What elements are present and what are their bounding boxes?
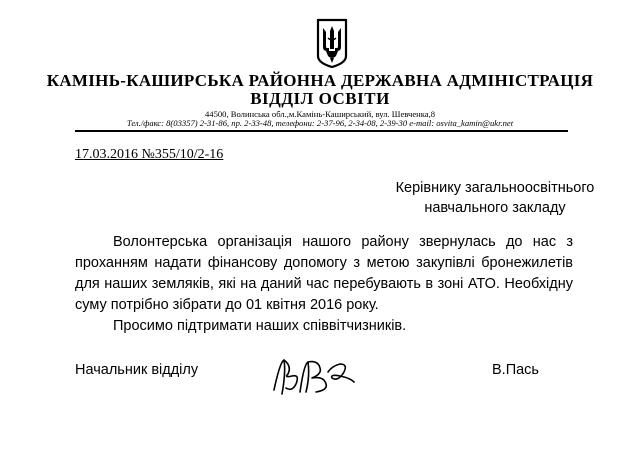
handwritten-signature-icon bbox=[270, 352, 356, 398]
organization-title: КАМІНЬ-КАШИРСЬКА РАЙОННА ДЕРЖАВНА АДМІНІСТРАЦІЯ bbox=[46, 71, 594, 90]
signatory-title: Начальник відділу bbox=[75, 362, 199, 378]
letterhead-divider bbox=[75, 130, 568, 132]
letter-body bbox=[75, 232, 573, 337]
recipient-block bbox=[385, 178, 605, 218]
signatory-name: В.Пась bbox=[492, 362, 539, 378]
body-paragraph-2: Просимо підтримати наших співвітчизників. bbox=[113, 318, 407, 334]
outgoing-reference: 17.03.2016 №355/10/2-16 bbox=[75, 147, 224, 162]
recipient-line-1: Керівнику загальноосвітнього bbox=[395, 180, 595, 196]
address-line: 44500, Волинська обл.,м.Камінь-Каширський, вул. Шевченка,8 bbox=[204, 109, 436, 119]
recipient-line-2: навчального закладу bbox=[424, 200, 566, 216]
ukraine-trident-emblem-icon bbox=[315, 18, 349, 68]
body-paragraph-1: Волонтерська організація нашого району звернулась до нас з проханням надати фінансову допомогу з метою закупівлі бронежилетів для наших земляків, які на даний час перебувають в зоні АТО. Необхідну суму потрібно зібрати до 01 квітня 2016 року. bbox=[75, 234, 573, 313]
contacts-line: Тел./факс: 8(03357) 2-31-86, пр. 2-33-48, телефони: 2-37-96, 2-34-08, 2-39-30 e-mail: osvita_kamin@ukr.net bbox=[126, 118, 514, 128]
department-title: ВІДДІЛ ОСВІТИ bbox=[250, 89, 390, 108]
